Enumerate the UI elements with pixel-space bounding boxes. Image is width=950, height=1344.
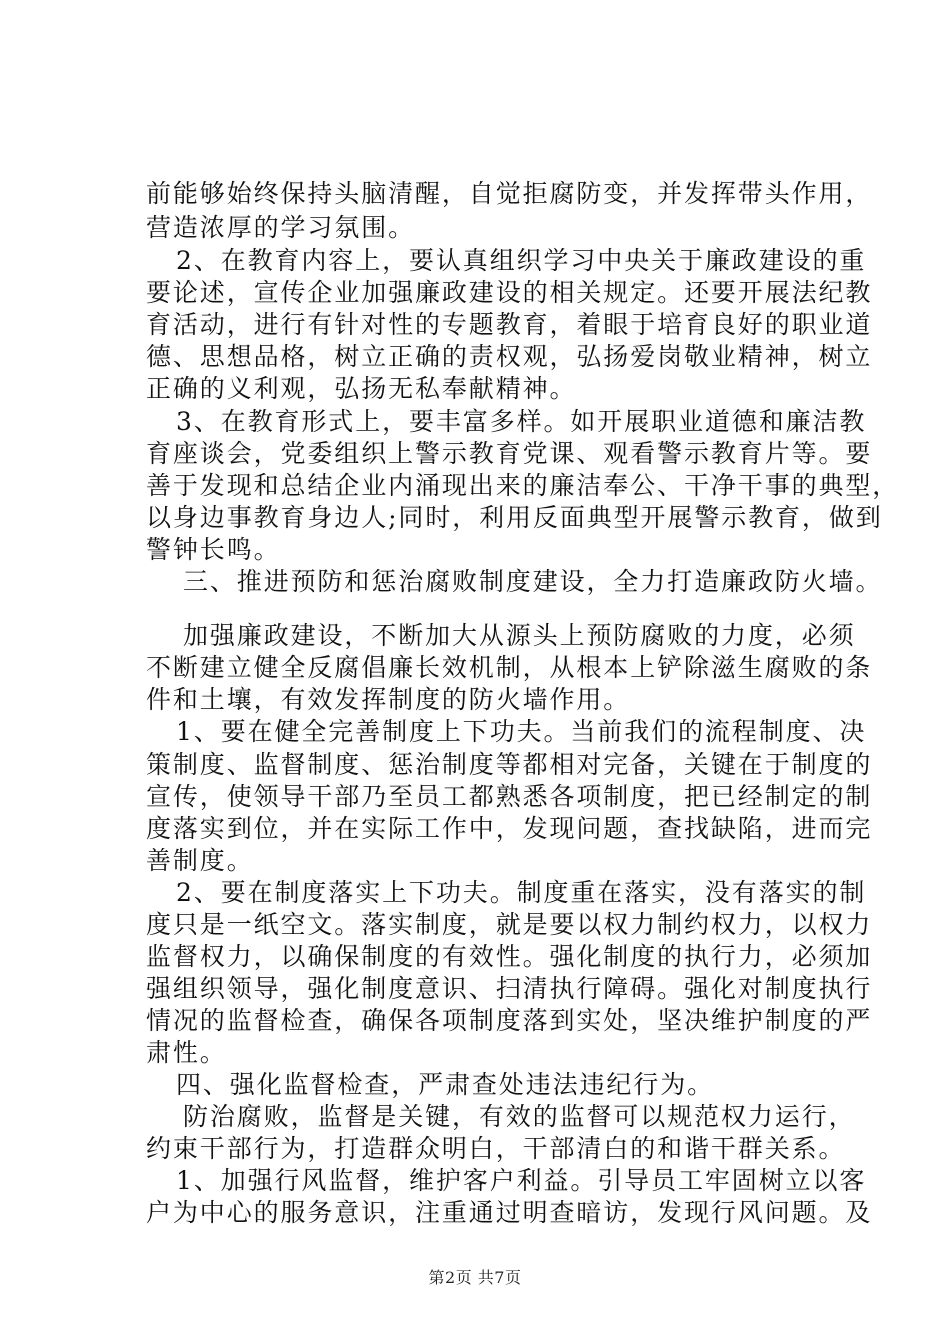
text-line: 2、要在制度落实上下功夫。制度重在落实，没有落实的制 <box>176 878 867 907</box>
text-line: 防治腐败，监督是关键，有效的监督可以规范权力运行， <box>183 1102 856 1131</box>
page-footer: 第2页 共7页 <box>428 1268 522 1287</box>
section-heading: 三、推进预防和惩治腐败制度建设，全力打造廉政防火墙。 <box>183 567 883 596</box>
text-line: 情况的监督检查，确保各项制度落到实处，坚决维护制度的严 <box>146 1006 873 1035</box>
text-line: 不断建立健全反腐倡廉长效机制，从根本上铲除滋生腐败的条 <box>146 653 873 682</box>
text-line: 1、要在健全完善制度上下功夫。当前我们的流程制度、决 <box>176 717 867 746</box>
text-line: 宣传，使领导干部乃至员工都熟悉各项制度，把已经制定的制 <box>146 782 873 811</box>
text-line: 3、在教育形式上，要丰富多样。如开展职业道德和廉洁教 <box>176 407 867 436</box>
text-line: 德、思想品格，树立正确的责权观，弘扬爱岗敬业精神，树立 <box>146 342 873 371</box>
text-line: 度落实到位，并在实际工作中，发现问题，查找缺陷，进而完 <box>146 814 873 843</box>
text-line: 要论述，宣传企业加强廉政建设的相关规定。还要开展法纪教 <box>146 278 873 307</box>
text-line: 营造浓厚的学习氛围。 <box>146 213 416 242</box>
text-line: 警钟长鸣。 <box>146 535 281 564</box>
text-line: 约束干部行为，打造群众明白，干部清白的和谐干群关系。 <box>146 1134 846 1163</box>
text-line: 善制度。 <box>146 846 254 875</box>
text-line: 1、加强行风监督，维护客户利益。引导员工牢固树立以客 <box>176 1166 867 1195</box>
text-line: 正确的义利观，弘扬无私奉献精神。 <box>146 374 577 403</box>
text-line: 善于发现和总结企业内涌现出来的廉洁奉公、干净干事的典型， <box>146 471 900 500</box>
text-line: 2、在教育内容上，要认真组织学习中央关于廉政建设的重 <box>176 246 867 275</box>
text-line: 件和土壤，有效发挥制度的防火墙作用。 <box>146 685 631 714</box>
text-line: 加强廉政建设，不断加大从源头上预防腐败的力度，必须 <box>183 621 856 650</box>
text-line: 以身边事教育身边人;同时，利用反面典型开展警示教育，做到 <box>146 503 883 532</box>
text-line: 度只是一纸空文。落实制度，就是要以权力制约权力，以权力 <box>146 910 873 939</box>
text-line: 前能够始终保持头脑清醒，自觉拒腐防变，并发挥带头作用， <box>146 179 873 208</box>
section-heading: 四、强化监督检查，严肃查处违法违纪行为。 <box>176 1070 715 1099</box>
text-line: 策制度、监督制度、惩治制度等都相对完备，关键在于制度的 <box>146 750 873 779</box>
text-line: 户为中心的服务意识，注重通过明查暗访，发现行风问题。及 <box>146 1198 873 1227</box>
text-line: 强组织领导，强化制度意识、扫清执行障碍。强化对制度执行 <box>146 974 873 1003</box>
text-line: 监督权力，以确保制度的有效性。强化制度的执行力，必须加 <box>146 942 873 971</box>
text-line: 育活动，进行有针对性的专题教育，着眼于培育良好的职业道 <box>146 310 873 339</box>
text-line: 肃性。 <box>146 1038 227 1067</box>
text-line: 育座谈会，党委组织上警示教育党课、观看警示教育片等。要 <box>146 439 873 468</box>
